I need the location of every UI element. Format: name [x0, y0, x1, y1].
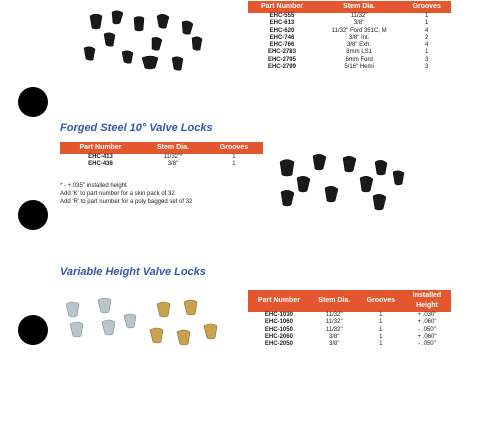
stem-dia: 11/32"	[325, 326, 343, 333]
part-number: EHC-2799	[267, 64, 296, 71]
stem-dia: 11/32"*	[163, 154, 183, 160]
grooves: 2	[424, 34, 429, 41]
valve-locks-photo-variable	[62, 296, 237, 358]
section-title-forged-steel: Forged Steel 10° Valve Locks	[60, 122, 213, 134]
stem-dia: 3/8"	[329, 333, 340, 340]
grooves: 4	[424, 27, 429, 34]
stem-dia: 3/8"	[329, 341, 340, 348]
stem-dia: 11/32"	[350, 13, 368, 19]
stem-dia: 3/8" Int.	[348, 34, 370, 41]
grooves: 1	[379, 319, 383, 326]
col-installed-height: Installed Height	[403, 290, 451, 312]
part-number: EHC-1060	[264, 319, 293, 326]
col-part-number: Part Number	[60, 142, 141, 154]
stem-dia: 11/32"	[325, 312, 343, 318]
col-part-number: Part Number	[248, 1, 316, 13]
grooves: 1	[232, 161, 236, 168]
stem-dia: 11/32" Ford 351C, M	[331, 27, 387, 34]
table-row	[248, 64, 451, 71]
note-line: Add 'K' to part number for a skin pack of 32	[60, 191, 175, 197]
grooves: 1	[424, 13, 429, 19]
table-row	[248, 28, 451, 35]
notes	[60, 182, 192, 206]
grooves: 1	[424, 49, 429, 56]
part-number: EHC-746	[269, 34, 295, 41]
table-row	[248, 312, 451, 319]
grooves: 1	[379, 312, 383, 318]
part-number: EHC-1050	[264, 326, 293, 333]
valve-locks-table-1	[248, 1, 451, 71]
table-row	[60, 161, 263, 168]
col-stem-dia: Stem Dia.	[141, 142, 205, 154]
part-number: EHC-766	[269, 42, 295, 49]
stem-dia: 8mm LS1	[346, 49, 372, 56]
valve-locks-table-3	[248, 290, 451, 348]
valve-locks-table-2	[60, 142, 263, 169]
part-number: EHC-2795	[267, 56, 296, 63]
stem-dia: 3/8"	[353, 20, 365, 27]
valve-locks-photo-black	[82, 8, 217, 80]
installed-height: + .060"	[417, 333, 437, 340]
grooves: 1	[379, 333, 383, 340]
col-grooves: Grooves	[359, 290, 403, 312]
stem-dia: 5/16" Hemi	[344, 64, 374, 71]
note-line: Add 'R' to part number for a poly bagged set of 32	[60, 199, 193, 205]
bullet-dot	[18, 200, 48, 230]
table-row	[248, 42, 451, 49]
part-number: EHC-2060	[264, 333, 293, 340]
stem-dia: 3/8"	[167, 161, 179, 168]
col-grooves: Grooves	[402, 1, 451, 13]
col-stem-dia: Stem Dia.	[316, 1, 402, 13]
part-number: EHC-613	[269, 20, 295, 27]
valve-locks-photo-forged	[275, 152, 410, 220]
stem-dia: 11/32"	[325, 319, 343, 326]
table-row	[248, 327, 451, 334]
grooves: 1	[232, 154, 236, 160]
section-title-variable-height: Variable Height Valve Locks	[60, 266, 206, 278]
part-number: EHC-2783	[267, 49, 296, 56]
grooves: 3	[424, 64, 429, 71]
col-grooves: Grooves	[205, 142, 263, 154]
table-row	[248, 49, 451, 56]
col-part-number: Part Number	[248, 290, 310, 312]
note-line: * - +.035" installed height	[60, 183, 127, 189]
table-row	[248, 20, 451, 27]
installed-height: - .050"	[418, 341, 436, 348]
table-row	[248, 334, 451, 341]
bullet-dot	[18, 315, 48, 345]
table-row	[248, 35, 451, 42]
part-number: EHC-413	[88, 154, 113, 160]
table-row	[248, 319, 451, 326]
grooves: 1	[424, 20, 429, 27]
installed-height: + .030"	[417, 312, 437, 318]
part-number: EHC-1030	[264, 312, 293, 318]
table-row	[60, 154, 263, 161]
stem-dia: 6mm Ford	[345, 56, 373, 63]
grooves: 4	[424, 42, 429, 49]
stem-dia: 3/8" Exh.	[347, 42, 372, 49]
part-number: EHC-555	[269, 13, 295, 19]
table-row	[248, 341, 451, 348]
col-stem-dia: Stem Dia.	[310, 290, 359, 312]
table-row	[248, 57, 451, 64]
grooves: 1	[379, 326, 383, 333]
installed-height: + .060"	[417, 319, 437, 326]
grooves: 1	[379, 341, 383, 348]
part-number: EHC-2050	[264, 341, 293, 348]
installed-height: - .050"	[418, 326, 436, 333]
grooves: 3	[424, 56, 429, 63]
bullet-dot	[18, 87, 48, 117]
part-number: EHC-620	[269, 27, 295, 34]
table-row	[248, 13, 451, 20]
part-number: EHC-438	[88, 161, 113, 168]
